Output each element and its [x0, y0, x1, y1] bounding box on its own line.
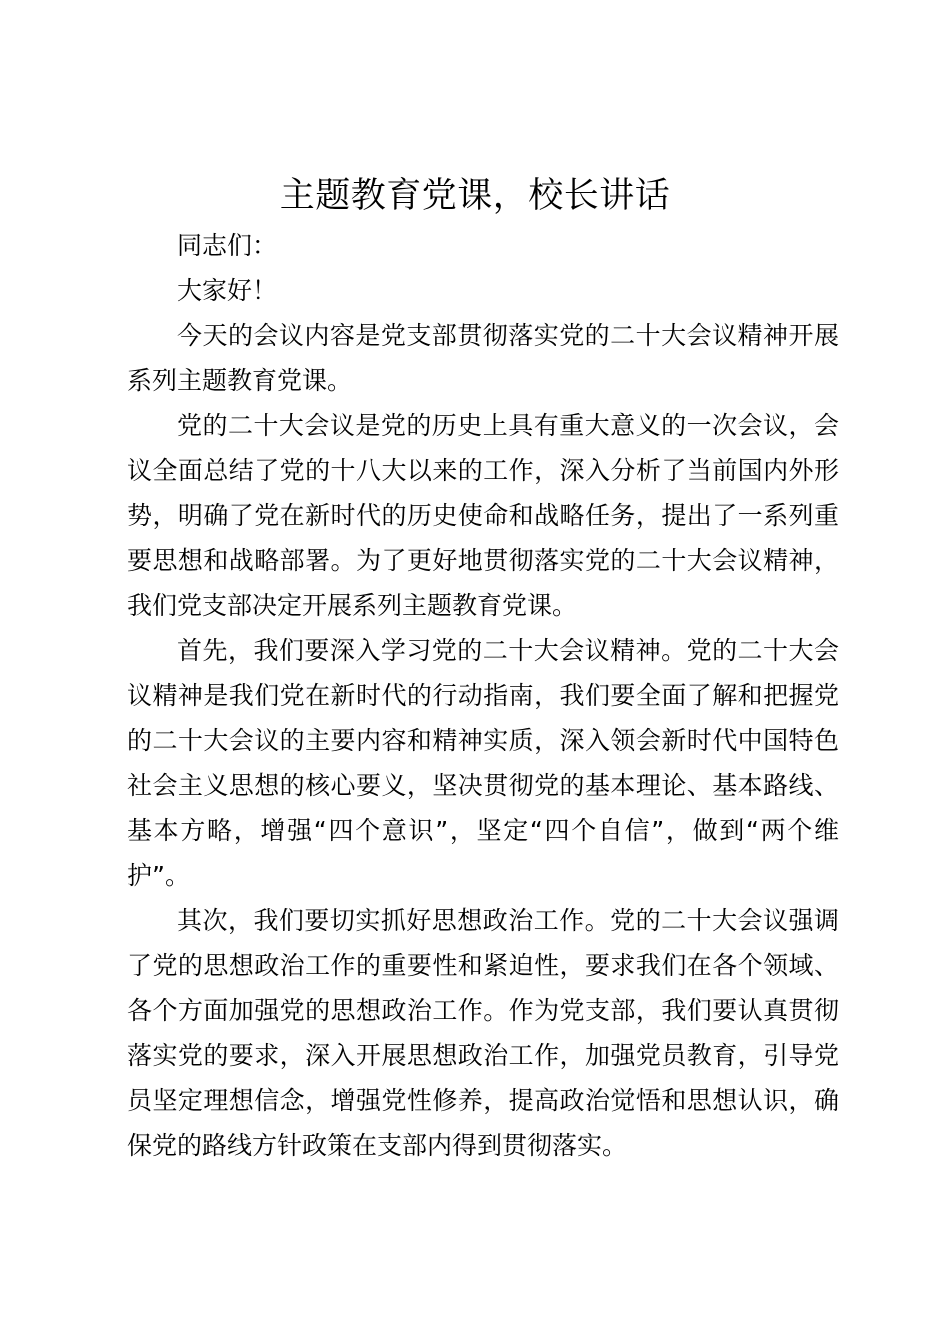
- document-title: 主题教育党课，校长讲话: [279, 176, 671, 216]
- paragraph-first-point: 首先，我们要深入学习党的二十大会议精神。党的二十大会议精神是我们党在新时代的行动指南，我们要全面了解和把握党的二十大会议的主要内容和精神实质，深入领会新时代中国特色社会主义思想的核心要义，坚决贯彻党的基本理论、基本路线、基本方略，增强“四个意识”，坚定“四个自信”，做到“两个维护”。: [127, 636, 839, 890]
- salutation: 同志们：: [177, 231, 278, 260]
- document-body: [127, 223, 839, 1168]
- paragraph-intro: 今天的会议内容是党支部贯彻落实党的二十大会议精神开展系列主题教育党课。: [127, 321, 839, 395]
- paragraph-second-point: 其次，我们要切实抓好思想政治工作。党的二十大会议强调了党的思想政治工作的重要性和紧迫性，要求我们在各个领域、各个方面加强党的思想政治工作。作为党支部，我们要认真贯彻落实党的要求，深入开展思想政治工作，加强党员教育，引导党员坚定理想信念，增强党性修养，提高政治觉悟和思想认识，确保党的路线方针政策在支部内得到贯彻落实。: [127, 906, 839, 1160]
- greeting: 大家好！: [177, 276, 278, 305]
- paragraph-background: 党的二十大会议是党的历史上具有重大意义的一次会议，会议全面总结了党的十八大以来的工作，深入分析了当前国内外形势，明确了党在新时代的历史使命和战略任务，提出了一系列重要思想和战略部署。为了更好地贯彻落实党的二十大会议精神，我们党支部决定开展系列主题教育党课。: [127, 411, 839, 620]
